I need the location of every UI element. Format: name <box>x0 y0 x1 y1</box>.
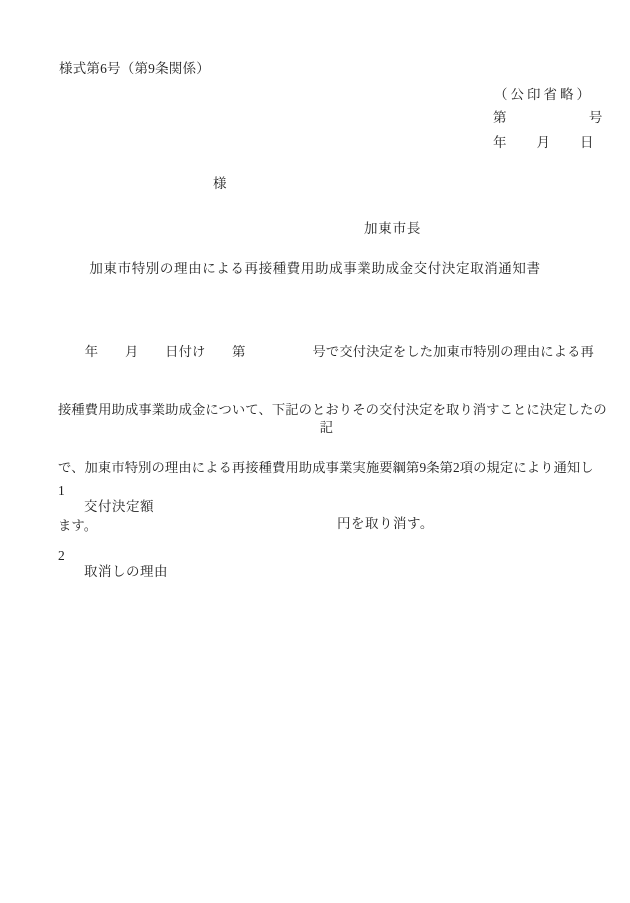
body-line: 年 月 日付け 第 号で交付決定をした加東市特別の理由による再 <box>58 344 594 360</box>
date-line: 年 月 日 <box>493 135 595 150</box>
body-line: 接種費用助成事業助成金について、下記のとおりその交付決定を取り消すことに決定したの <box>58 402 607 418</box>
list-item-cancellation-reason <box>58 532 595 580</box>
item-label: 取消しの理由 <box>84 564 168 580</box>
document-number-line: 第 号 <box>493 110 603 125</box>
item-number: 1 <box>58 483 65 499</box>
item-label: 交付決定額 <box>84 499 154 515</box>
form-number: 様式第6号（第9条関係） <box>59 61 210 76</box>
item-suffix: 円を取り消す。 <box>337 515 434 531</box>
document-title: 加東市特別の理由による再接種費用助成事業助成金交付決定取消通知書 <box>89 261 541 276</box>
official-seal-omitted-note: （公印省略） <box>494 87 593 102</box>
record-marker: 記 <box>319 420 334 435</box>
body-line: で、加東市特別の理由による再接種費用助成事業実施要綱第9条第2項の規定により通知し <box>58 460 594 476</box>
body-line: ます。 <box>58 518 98 534</box>
item-number: 2 <box>58 548 65 564</box>
sender-name: 加東市長 <box>364 221 422 236</box>
addressee-suffix: 様 <box>213 176 227 191</box>
